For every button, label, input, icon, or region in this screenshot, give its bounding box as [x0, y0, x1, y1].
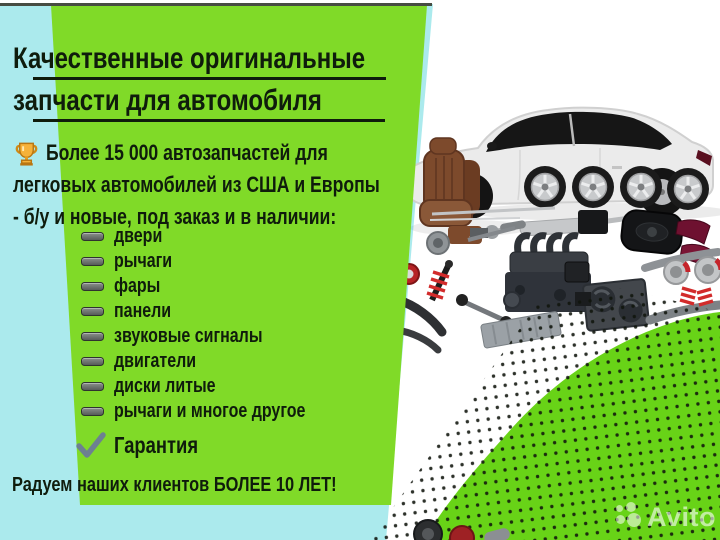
list-item-label: фары: [114, 275, 161, 297]
list-item: [81, 399, 353, 424]
intro-line-1: Более 15 000 автозапчастей для: [46, 140, 328, 165]
headline-text-2: запчасти для автомобиля: [13, 84, 322, 117]
parts-list: [81, 224, 353, 424]
intro-line-2: легковых автомобилей из США и Европы: [13, 172, 380, 197]
bullet-bar-icon: [81, 407, 104, 416]
list-item-label: двери: [114, 225, 163, 247]
check-icon: [76, 432, 106, 459]
list-item: [81, 324, 353, 349]
list-item-label: рычаги и многое другое: [114, 400, 306, 422]
guarantee-row: [76, 432, 219, 459]
guarantee-label: Гарантия: [114, 432, 199, 458]
headline-underline-2: [33, 119, 385, 122]
list-item: [81, 299, 353, 324]
bullet-bar-icon: [81, 257, 104, 266]
list-item-label: диски литые: [114, 375, 216, 397]
list-item: [81, 349, 353, 374]
footer-tagline-text: Радуем наших клиентов БОЛЕЕ 10 ЛЕТ!: [12, 474, 337, 496]
top-border-line: [0, 3, 432, 6]
list-item: [81, 224, 353, 249]
headline-underline-1: [33, 77, 386, 80]
avito-watermark: [613, 501, 716, 533]
bullet-bar-icon: [81, 307, 104, 316]
bullet-bar-icon: [81, 382, 104, 391]
list-item-label: панели: [114, 300, 172, 322]
list-item: [81, 374, 353, 399]
intro-line-3: - б/у и новые, под заказ и в наличии:: [13, 204, 337, 229]
headline-line-2: [13, 84, 399, 118]
bullet-bar-icon: [81, 332, 104, 341]
list-item: [81, 274, 353, 299]
intro-paragraph: [13, 137, 471, 233]
list-item-label: двигатели: [114, 350, 197, 372]
headline-text-1: Качественные оригинальные: [13, 42, 366, 75]
footer-tagline: [12, 474, 408, 497]
headline-line-1: [13, 42, 453, 76]
list-item-label: звуковые сигналы: [114, 325, 263, 347]
bullet-bar-icon: [81, 232, 104, 241]
bullet-bar-icon: [81, 282, 104, 291]
avito-wordmark: Avito: [647, 501, 716, 532]
trophy-icon: [13, 140, 40, 167]
avito-logo-icon: [613, 501, 645, 533]
bullet-bar-icon: [81, 357, 104, 366]
list-item: [81, 249, 353, 274]
engine-cover: [620, 209, 684, 255]
list-item-label: рычаги: [114, 250, 173, 272]
